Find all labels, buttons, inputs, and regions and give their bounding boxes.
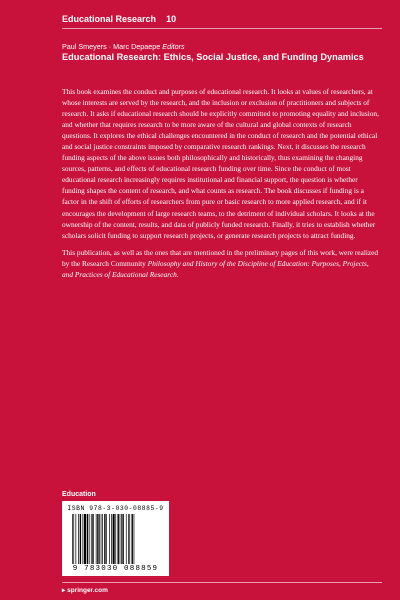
blurb-paragraph-2-end: . [176,269,179,279]
book-title: Educational Research: Ethics, Social Justice, and Funding Dynamics [62,52,364,62]
blurb-paragraph-2-lead: This publication, as well as the ones that are mentioned in the preliminary pages of this work, were realized by the Research Community [62,247,379,268]
series-heading [62,14,176,24]
research-community-name: Philosophy and History of the Discipline of Education: Purposes, Projects, and Practices of Educational Research [62,258,369,279]
publisher-url: springer.com [67,587,108,594]
series-number: 10 [166,14,177,24]
blurb-paragraph-1: This book examines the conduct and purposes of educational research. It looks at values of researchers, at whose interests are served by the research, and the inclusion or exclusion of practitioners and subjects of research. It asks if educational research should be explicitly committed to promoting equality and inclusion, and whether that requires research to be more aware of the cultural and global contexts of research questions. It explores the ethical challenges encountered in the conduct of research and the potential ethical and social justice constraints imposed by comparative research rankings. Next, it discusses the research funding aspects of the above issues both philosophically and historically, thus examining the changing sources, patterns, and effects of educational research funding over time. Since the conduct of most educational research increasingly requires institutional and financial support, the question is whether funding shapes the content of research, and what counts as research. The book discusses if funding is a factor in the shift of efforts of researchers from pure or basic research to more applied research, and if it encourages the development of large research teams, to the detriment of individual scholars. It looks at the ownership of the content, results, and data of publicly funded research. Finally, it tries to establish whether scholars solicit funding to support research projects, or generate research projects to attract funding. [62,87,379,240]
blurb-paragraph-2 [62,247,380,280]
bottom-rule [62,582,382,583]
isbn-text: ISBN 978-3-030-08885-9 [67,505,164,512]
top-rule [62,28,382,29]
arrow-icon: ▸ [62,587,66,594]
series-name: Educational Research [62,14,157,24]
back-cover-blurb [62,86,380,280]
subject-category: Education [62,491,96,498]
ean-digits: 9 783030 088859 [72,565,159,573]
editor-names: Paul Smeyers · Marc Depaepe [62,42,161,51]
editor-role: Editors [162,42,185,51]
publisher-link[interactable] [62,586,108,594]
barcode-block [62,501,169,576]
editors-line [62,42,185,51]
barcode-icon [68,514,163,564]
